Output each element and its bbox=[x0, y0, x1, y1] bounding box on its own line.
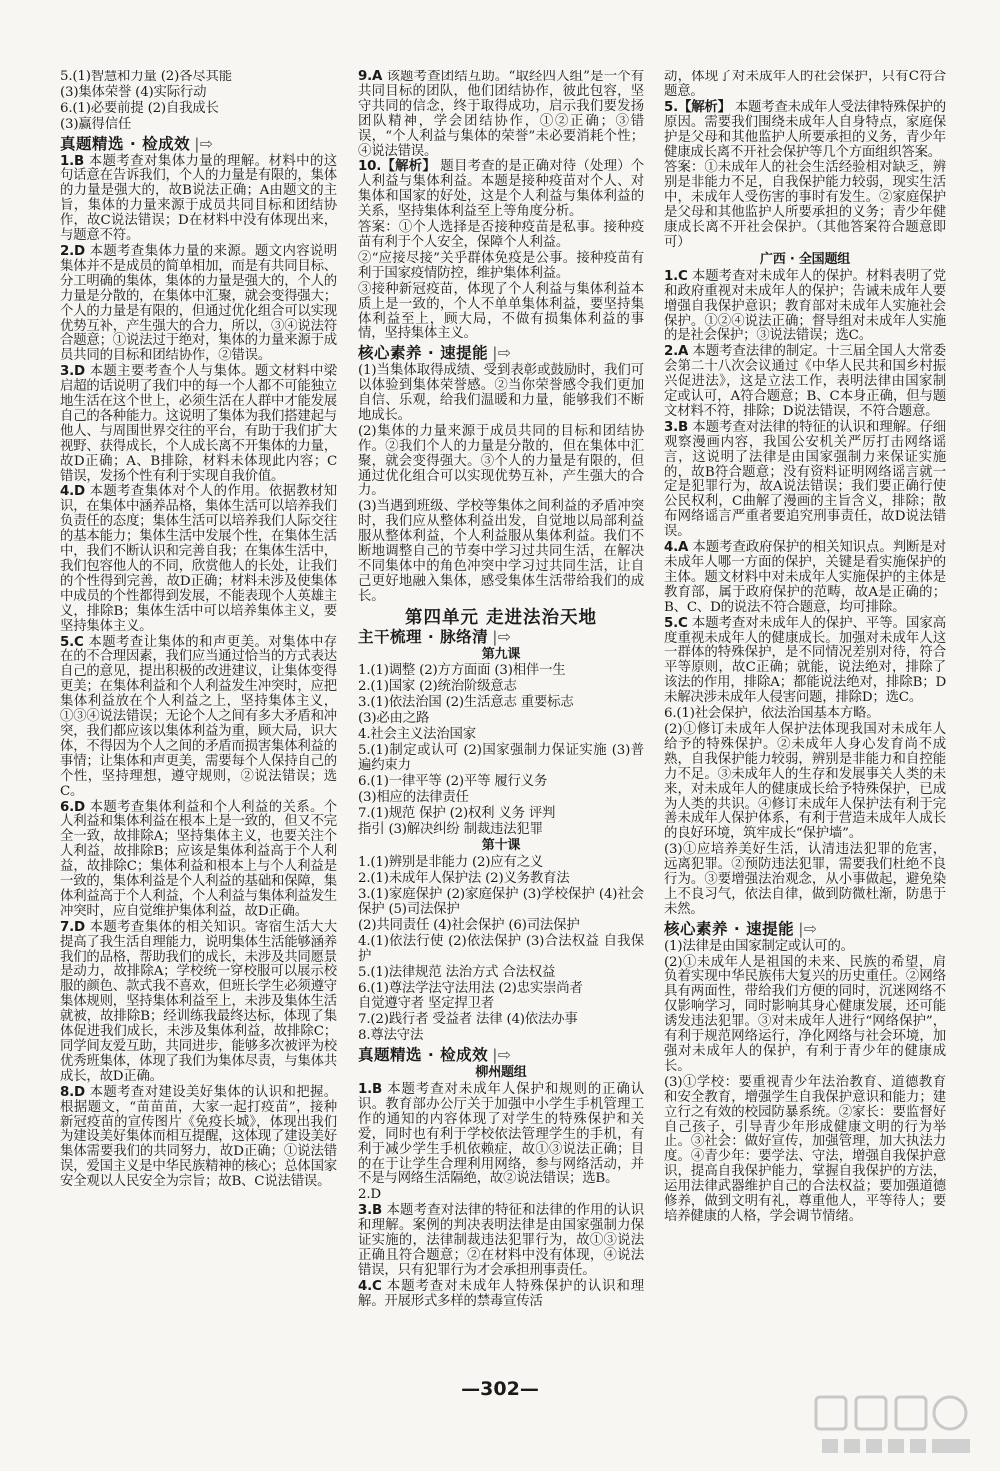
answer-text: 本题主要考查个人与集体。题文材料中梁启超的话说明了我们中的每一个人都不可能独立地生活在这个世上，必须生活在人群中才能发展自己的各种能力。这说明了集体为我们搭建起与他人、与周围世界交往的平台，有助于我们扩大视野、获得成长，个人成长离不开集体的力量，故D正确；A、B排除，材料未体现此内容；C错误，发扬个性有利于实现自我价值。 bbox=[60, 364, 337, 484]
column-right bbox=[664, 70, 946, 1400]
answer-line: 6.(1)一律平等 (2)平等 履行义务 bbox=[358, 773, 548, 789]
answer-line: 3.(1)依法治国 (2)生活意志 重要标志 bbox=[358, 695, 574, 711]
answer-item bbox=[60, 485, 337, 634]
answer-text: 该题考查团结互助。“取经四人组”是一个有共同目标的团队，他们团结协作，彼此包容，坚守共同的信念，终于取得成功，启示我们要发扬团队精神，学会团结协作，①②正确；③错误，“个人利益与集体的荣誉”未必要消耗个性；④说法错误。 bbox=[358, 70, 644, 159]
section-heading bbox=[358, 1048, 644, 1063]
answer-text: 本题考查未成年人受法律特殊保护的原因。需要我们围绕未成年人自身特点，家庭保护是父母和其他监护人所要承担的义务，青少年健康成长离不开社会保护等几个方面组织答案。 bbox=[664, 99, 946, 160]
answer-line: (1)法律是由国家制定或认可的。 bbox=[664, 938, 854, 954]
answer-number: 5.C bbox=[664, 615, 688, 631]
answer-number: 1.B bbox=[60, 153, 85, 169]
section-arrow-icon: |⇨ bbox=[492, 344, 512, 363]
answer-line: ③接种新冠疫苗，体现了个人利益与集体利益本质上是一致的，个人不单单集体利益，要坚持集体利益至上，顾大局，不做有损集体利益的事情，坚持集体主义。 bbox=[358, 281, 644, 342]
subheading: 柳州题组 bbox=[475, 1065, 527, 1081]
answer-number: 4.D bbox=[60, 484, 85, 500]
answer-number: 2.D bbox=[60, 243, 85, 259]
answer-line: 5.(1)制定或认可 (2)国家强制力保证实施 (3)普遍约束力 bbox=[358, 742, 644, 773]
answer-line: 自觉遵守者 坚定捍卫者 bbox=[358, 996, 494, 1012]
answer-number: 1.C bbox=[664, 268, 688, 284]
answer-number: 2.A bbox=[664, 344, 689, 360]
answer-item bbox=[664, 345, 946, 420]
answer-text: 本题考查法律的制定。十三届全国人大常委会第二十八次会议通过《中华人民共和国乡村振兴促进法》，这是立法工作，表明法律由国家制定或认可，A符合题意；B、C本身正确，但与题文材料不符，排除；D说法错误，不符合题意。 bbox=[664, 344, 946, 419]
answer-number: 5.【解析】 bbox=[664, 99, 731, 115]
answer-line: 5.(1)法律规范 法治方式 合法权益 bbox=[358, 964, 556, 980]
section-arrow-icon: |⇨ bbox=[798, 919, 818, 938]
answer-line: (3)必由之路 bbox=[358, 711, 430, 727]
answer-text: 本题考查对未成年人的保护、平等。国家高度重视未成年人的健康成长。加强对未成年人这一群体的特殊保护，是不同情况差别对待，符合平等原则，故C正确；就能，说法绝对，排除了该法的作用，排除A；都能说法绝对，排除B；D未解决涉未成年人侵害问题，排除D；选C。 bbox=[664, 615, 946, 706]
answer-item bbox=[664, 101, 946, 161]
answer-number: 3.B bbox=[358, 1203, 383, 1219]
unit-title: 第四单元 走进法治天地 bbox=[404, 607, 598, 628]
answer-line: (2)①修订未成年人保护法体现我国对未成年人给予的特殊保护。②未成年人身心发育尚不成熟，自我保护能力较弱，辨别是非能力和自控能力不足。③未成年人的生存和发展事关人类的未来，对未成年人的健康成长给予特殊保护，已成为人类的共识。④修订未成年人保护法有利于完善未成年人保护体系，有利于营造未成年人成长的良好环境，筑牢成长“保护墙”。 bbox=[664, 721, 946, 842]
answer-text: 本题考查对法律的特征的认识和理解。仔细观察漫画内容，我国公安机关严厉打击网络谣言，这说明了法律是由国家强制力来保证实施的，故B符合题意；没有资料证明网络谣言就一定是犯罪行为，故A说法错误；我们要正确行使公民权利，C曲解了漫画的主旨含义，排除；散布网络谣言严重者要追究刑事责任，故D说法错误。 bbox=[664, 419, 946, 540]
section-arrow-icon: |⇨ bbox=[492, 627, 512, 646]
answer-text: 本题考查让集体的和声更美。对集体中存在的不合理因素，我们应当通过恰当的方式表达自己的意见，提出积极的改进建议，让集体变得更美；在集体利益和个人利益发生冲突时，应把集体利益放在个人利益之上，坚持集体主义，①③④说法错误；无论个人之间有多大矛盾和冲突，我们都应该以集体利益为重，顾大局，识大体，不得因为个人之间的矛盾而损害集体利益的事情；让集体和声更美，需要每个人保持自己的个性，坚持理想，遵守规则，②说法错误；选C。 bbox=[60, 634, 337, 799]
answer-text: 题目考查的是正确对待（处理）个人利益与集体利益。本题是接种疫苗对个人、对集体和国家的好处，这是个人利益与集体利益的关系，坚持集体利益至上等角度分析。 bbox=[358, 159, 644, 220]
watermark-logo bbox=[810, 1393, 980, 1461]
answer-item bbox=[358, 1204, 644, 1279]
section-heading bbox=[60, 134, 337, 153]
answer-line: 7.(2)践行者 受益者 法律 (4)依法办事 bbox=[358, 1012, 578, 1028]
answer-number: 3.B bbox=[664, 419, 689, 435]
answer-number: 6.D bbox=[60, 799, 85, 815]
section-arrow-icon: |⇨ bbox=[194, 134, 214, 153]
answer-line: 2.(1)未成年人保护法 (2)义务教育法 bbox=[358, 871, 570, 887]
answer-line: 2.D bbox=[358, 1187, 381, 1203]
answer-line: 6.(1)社会保护，依法治国基本方略。 bbox=[664, 706, 880, 722]
answer-text: 本题考查对未成年人保护和规则的正确认识。教育部办公厅关于加强中小学生手机管理工作的通知的内容体现了对学生的特殊保护和关爱，同时也有利于学校依法管理学生的手机，有利于减少学生手机依赖症，故①③说法正确；目的在于让学生合理利用网络，参与网络活动，并不是与网络生活隔绝，故②说法错误；选B。 bbox=[358, 1082, 644, 1187]
section-heading bbox=[664, 919, 946, 938]
section-heading bbox=[358, 627, 644, 646]
page-number: —302— bbox=[461, 1378, 539, 1400]
answer-line: 1.(1)调整 (2)方方面面 (3)相伴一生 bbox=[358, 663, 566, 679]
answer-item bbox=[358, 160, 644, 220]
answer-number: 8.D bbox=[60, 1084, 85, 1100]
subheading: 广西 · 全国题组 bbox=[759, 251, 851, 267]
answer-line: ②“应接尽接”关乎群体免疫是公事。接种疫苗有利于国家疫情防控，维护集体利益。 bbox=[358, 250, 644, 281]
answer-text: 本题考查集体力量的来源。题文内容说明集体并不是成员的简单相加，而是有共同目标、分工明确的集体，集体的力量是强大的，个人的力量是分散的，在集体中汇聚，就会变得强大；个人的力量是有限的，但通过优化组合可以实现优势互补，产生强大的合力，所以，③④说法符合题意；①说法过于绝对，集体的力量来源于成员共同的目标和团结协作，②错误。 bbox=[60, 243, 337, 364]
answer-item bbox=[358, 70, 644, 159]
answer-text: 本题考查对未成年人的保护。材料表明了党和政府重视对未成年人的保护；告诫未成年人要增强自我保护意识；教育部对未成年人实施社会保护。①②④说法正确；督导组对未成年人实施的是社会保护；③说法错误；选C。 bbox=[664, 268, 946, 344]
answer-item bbox=[60, 921, 337, 1085]
section-heading-text: 核心素养 · 速提能 bbox=[664, 919, 795, 938]
answer-item bbox=[60, 245, 337, 364]
column-middle bbox=[358, 70, 644, 1400]
answer-line: (3)①应培养美好生活，认清违法犯罪的危害，远离犯罪。②预防违法犯罪，需要我们杜绝不良行为。③要增强法治观念，从小事做起，避免染上不良习气，依法自律，做到防微杜渐，防患于未然。 bbox=[664, 842, 946, 917]
column-left bbox=[60, 70, 337, 1400]
answer-item bbox=[664, 541, 946, 616]
answer-line: 6.(1)尊法学法守法用法 (2)忠实崇尚者 bbox=[358, 980, 583, 996]
answer-line: 5.(1)智慧和力量 (2)各尽其能 bbox=[60, 70, 232, 84]
section-heading-text: 核心素养 · 速提能 bbox=[358, 344, 489, 363]
answer-line: 2.(1)国家 (2)统治阶级意志 bbox=[358, 679, 517, 695]
answer-text: 本题考查对集体力量的理解。材料中的这句话意在告诉我们，个人的力量是有限的，集体的力量是强大的，故B说法正确；A由题文的主旨，集体的力量来源于成员共同目标和团结协作，故C说法错误；D在材料中没有体现出来，与题意不符。 bbox=[60, 153, 337, 244]
answer-line: 3.(1)家庭保护 (2)家庭保护 (3)学校保护 (4)社会保护 (5)司法保护 bbox=[358, 887, 644, 918]
answer-line: (2)共同责任 (4)社会保护 (6)司法保护 bbox=[358, 917, 580, 933]
answer-line: 答案：①未成年人的社会生活经验相对缺乏，辨别是非能力不足，自我保护能力较弱，现实生活中，未成年人受伤害的事时有发生。②家庭保护是父母和其他监护人所要承担的义务；青少年健康成长离不开社会保护。（其他答案符合题意即可） bbox=[664, 160, 946, 250]
answer-item bbox=[358, 1280, 644, 1310]
answer-line: 动，体现了对未成年人的社会保护，只有C符合题意。 bbox=[664, 70, 946, 99]
answer-number: 10.【解析】 bbox=[358, 159, 436, 175]
section-heading-text: 主干梳理 · 脉络清 bbox=[358, 627, 489, 646]
answer-text: 本题考查对未成年人特殊保护的认识和理解。开展形式多样的禁毒宣传活 bbox=[358, 1278, 644, 1309]
answer-line: 1.(1)辨别是非能力 (2)应有之义 bbox=[358, 855, 544, 871]
answer-line: 答案：①个人选择是否接种疫苗是私事。接种疫苗有利于个人安全，保障个人利益。 bbox=[358, 220, 644, 250]
answer-number: 5.C bbox=[60, 634, 84, 650]
answer-number: 7.D bbox=[60, 919, 85, 935]
answer-number: 4.A bbox=[664, 540, 689, 556]
answer-line: (3)集体荣誉 (4)实际行动 bbox=[60, 84, 207, 100]
answer-line: (1)当集体取得成绩、受到表彰或鼓励时，我们可以体验到集体荣誉感。②当你荣誉感令我们更加自信、乐观，给我们温暖和力量，能够我们不断地成长。 bbox=[358, 363, 644, 423]
answer-line: (3)当遇到班级、学校等集体之间利益的矛盾冲突时，我们应从整体利益出发，自觉地以局部利益服从整体利益，个人利益服从集体利益。我们不断地调整自己的节奏中学习过共同生活，在解决不同集体中的角色冲突中学习过共同生活，让自己更好地融入集体，感受集体生活带给我们的成长。 bbox=[358, 499, 644, 604]
section-arrow-icon: |⇨ bbox=[492, 1046, 512, 1065]
answer-number: 4.C bbox=[358, 1278, 382, 1294]
answer-line: 8.尊法守法 bbox=[358, 1028, 424, 1044]
answer-line: 4.(1)依法行使 (2)依法保护 (3)合法权益 自我保护 bbox=[358, 933, 644, 964]
answer-text: 本题考查集体的相关知识。寄宿生活大大提高了我生活自理能力，说明集体生活能够涵养我们的品格，帮助我们的成长，未涉及共同愿景是动力，故排除A；学校统一穿校服可以展示校服的颜色、款式我不喜欢，但班长学生必须遵守集体规则，坚持集体利益至上，未涉及集体生活就被，故排除B；经训练我最终达标，体现了集体促进我们成长，未涉及集体利益，故排除C；同学间友爱互助，共同进步，能够多次被评为校优秀班集体，体现了我们为集体尽责，与集体共成长，故D正确。 bbox=[60, 919, 337, 1084]
section-heading-text: 真题精选 · 检成效 bbox=[60, 134, 191, 153]
answer-line: (2)集体的力量来源于成员共同的目标和团结协作。②我们个人的力量是分散的，但在集体中汇聚，就会变得强大。③个人的力量是有限的，但通过优化组合可以实现优势互补，产生强大的合力。 bbox=[358, 423, 644, 499]
answer-item bbox=[358, 1083, 644, 1187]
answer-item bbox=[664, 421, 946, 540]
answer-line: 6.(1)必要前提 (2)自我成长 bbox=[60, 100, 219, 116]
answer-text: 本题考查对建设美好集体的认识和把握。根据题文，“苗苗苗，大家一起打疫苗”，接种新冠疫苗的宣传图片《免疫长城》，体现出我们为建设美好集体而相互提醒，这体现了建设美好集体需要我们的共同努力，故D正确；①说法错误，爱国主义是中华民族精神的核心；总体国家安全观以人民安全为宗旨；故B、C说法错误。 bbox=[60, 1084, 337, 1190]
answer-line: 7.(1)规范 保护 (2)权利 义务 评判 bbox=[358, 805, 556, 821]
answer-text: 本题考查政府保护的相关知识点。判断是对未成年人哪一方面的保护，关键是看实施保护的主体。题文材料中对未成年人实施保护的主体是教育部，属于政府保护的范畴，故A是正确的；B、C、D的说法不符合题意，均可排除。 bbox=[664, 540, 946, 615]
answer-number: 1.B bbox=[358, 1082, 383, 1097]
answer-item bbox=[60, 155, 337, 244]
answer-text: 本题考查集体利益和个人利益的关系。个人利益和集体利益在根本上是一致的，但又不完全一致，故排除A；坚持集体主义，也要关注个人利益，故排除B；应该是集体利益高于个人利益，故排除C；集体利益和根本上与个人利益是一致的，集体利益是个人利益的基础和保障，集体利益高于个人利益，个人利益与集体利益发生冲突时，应自觉维护集体利益，故D正确。 bbox=[60, 799, 337, 919]
answer-item bbox=[60, 801, 337, 920]
answer-number: 3.D bbox=[60, 364, 85, 380]
answer-line: (3)赢得信任 bbox=[60, 116, 132, 132]
answer-line: (2)①未成年人是祖国的未来、民族的希望，肩负着实现中华民族伟大复兴的历史重任。②网络具有两面性，带给我们方便的同时，沉迷网络不仅影响学习，同时影响其身心健康发展，还可能诱发违法犯罪。③对未成年人进行“网络保护”，有利于规范网络运行，净化网络与社会环境，加强对未成年人的保护，有利于青少年的健康成长。 bbox=[664, 954, 946, 1074]
subheading: 第十课 bbox=[481, 838, 521, 854]
answer-line: (3)①学校：要重视青少年法治教育、道德教育和安全教育，增强学生自我保护意识和能力；建立行之有效的校园防暴系统。②家长：要监督好自己孩子，引导青少年形成健康文明的行为举止。③社会：做好宣传，加强管理，加大执法力度。④青少年：要学法、守法，增强自我保护意识，提高自我保护能力，掌握自我保护的方法，运用法律武器维护自己的合法权益；要加强道德修养，做到文明有礼，尊重他人，平等待人；要培养健康的人格，学会调节情绪。 bbox=[664, 1074, 946, 1224]
answer-item bbox=[664, 617, 946, 706]
answer-item bbox=[60, 365, 337, 484]
section-heading bbox=[358, 346, 644, 361]
subheading: 第九课 bbox=[481, 646, 521, 662]
section-heading-text: 真题精选 · 检成效 bbox=[358, 1046, 489, 1065]
answer-line: (3)相应的法律责任 bbox=[358, 789, 469, 805]
answer-number: 9.A bbox=[358, 70, 383, 84]
answer-line: 4.社会主义法治国家 bbox=[358, 727, 476, 743]
answer-item bbox=[664, 270, 946, 345]
answer-item bbox=[60, 1086, 337, 1190]
answer-text: 本题考查集体对个人的作用。依据教材知识，在集体中涵养品格，集体生活可以培养我们负责任的态度；集体生活可以培养我们人际交往的基本能力；集体生活中发展个性，在集体生活中，我们不断认识和完善自我；在集体生活中，我们包容他人的不同，欣赏他人的长处，让我们的个性得到完善，故D正确；材料未涉及使集体中成员的个性都得到发展，不能表现个人英雄主义，排除B；集体生活中可以培养集体主义，要坚持集体主义。 bbox=[60, 484, 337, 634]
answer-item bbox=[60, 636, 337, 800]
answer-line: 指引 (3)解决纠纷 制裁违法犯罪 bbox=[358, 821, 543, 837]
answer-text: 本题考查对法律的特征和法律的作用的认识和理解。案例的判决表明法律是由国家强制力保证实施的，法律制裁违法犯罪行为，故①③说法正确且符合题意；②在材料中没有体现，④说法错误，只有犯罪行为才会承担刑事责任。 bbox=[358, 1203, 644, 1278]
